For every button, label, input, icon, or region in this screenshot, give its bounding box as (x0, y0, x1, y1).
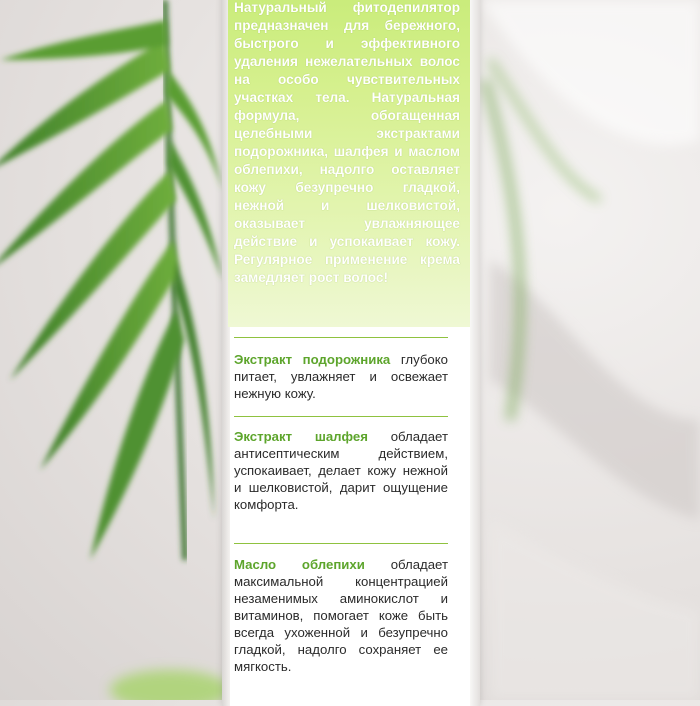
divider-3 (234, 543, 448, 544)
divider-2 (234, 416, 448, 417)
section-heading: Экстракт подорожника (234, 352, 401, 367)
divider-1 (234, 337, 448, 338)
intro-description (234, 0, 460, 287)
section-sea-buckthorn (234, 556, 448, 675)
intro-text: Натуральный фитодепилятор предназначен для бережного, быстрого и эффективного удаления нежелательных волос на особо чувствительных участках тела. Натуральная формула, обогащенная целебными экстрактами подорожника, шалфея и маслом облепихи, надолго оставляет кожу безупречно гладкой, нежной и шелковистой, оказывает увлажняющее действие и успокаивает кожу. Регулярное применение крема замедляет рост волос! (234, 0, 460, 285)
section-text: глубоко питает, увлажняет и освежает нежную кожу. (234, 352, 448, 401)
box-right-edge (470, 0, 480, 706)
section-sage (234, 428, 448, 513)
section-heading: Экстракт шалфея (234, 429, 391, 444)
section-text: обладает максимальной концентрацией незаменимых аминокислот и витаминов, помогает коже быть всегда ухоженной и безупречно гладкой, надолго сохраняет ее мягкость. (234, 557, 448, 674)
section-heading: Масло облепихи (234, 557, 391, 572)
section-text: обладает антисептическим действием, успокаивает, делает кожу нежной и шелковистой, дарит ощущение комфорта. (234, 429, 448, 512)
section-plantain (234, 351, 448, 402)
